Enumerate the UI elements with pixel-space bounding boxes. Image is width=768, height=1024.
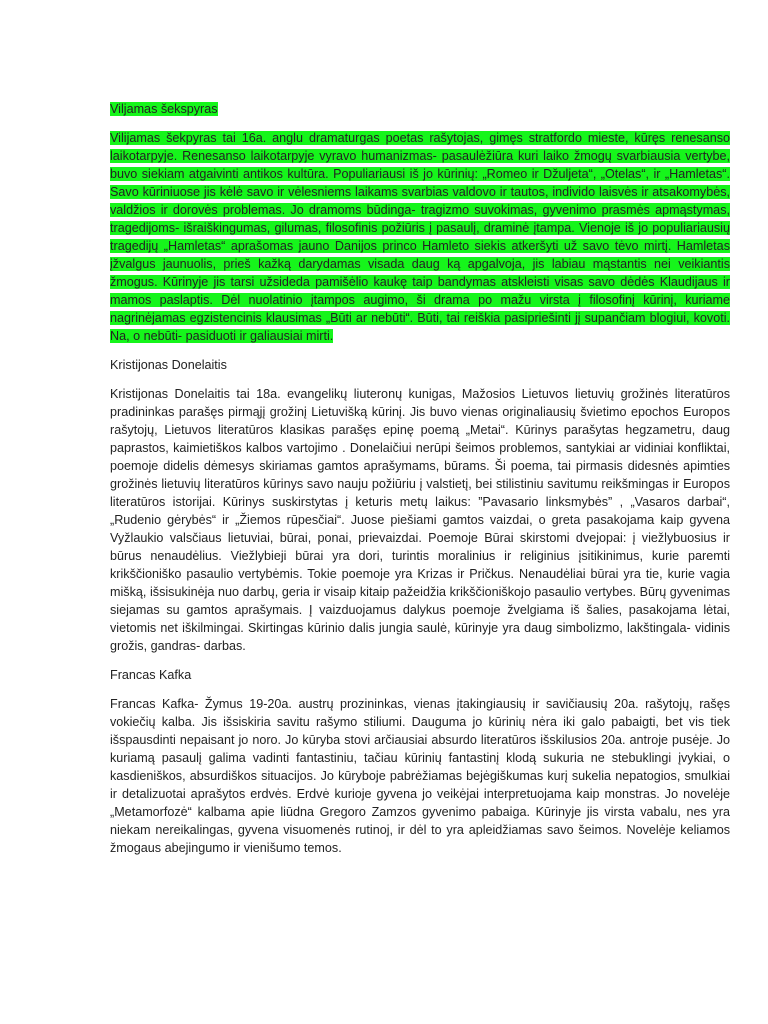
- section-title-donelaitis: Kristijonas Donelaitis: [110, 358, 227, 372]
- document-page: [110, 100, 730, 868]
- section-body-kafka: Francas Kafka- Žymus 19-20a. austrų prozininkas, vienas įtakingiausių ir savičiausių 20a. rašytojų, rašęs vokiečių kalba. Jis išsiskiria savitu rašymo stiliumi. Dauguma jo kūrinių nėra iki galo pabaigti, bet vis tiek išspausdinti nepaisant jo noro. Jo kūryba stovi arčiausiai absurdo literatūros išskilusios 20a. antroje pusėje. Jo kuriamą pasaulį galima vadinti fantastiniu, tačiau kūrinių fantastinį klodą sukuria ne stebuklingi įvykiai, o kasdieniškos, absurdiškos situacijos. Jo kūryboje pabrėžiamas bejėgiškumas kurį sukelia nepatogios, smulkiai ir detalizuotai aprašytos erdvės. Erdvė kurioje gyvena jo veikėjai interpretuojama kaip monstras. Jo novelėje „Metamorfozė“ kalbama apie liūdna Gregoro Zamzos gyvenimo pabaiga. Kūrinyje jis virsta vabalu, nes yra niekam nereikalingas, gyvena visuomenės rutinoj, ir dėl to yra apleidžiamas savo šeimos. Novelėje keliamos žmogaus abejingumo ir vienišumo temos.: [110, 697, 730, 855]
- section-title-shakespeare: Viljamas šekspyras: [110, 102, 218, 116]
- section-body-donelaitis: Kristijonas Donelaitis tai 18a. evangelikų liuteronų kunigas, Mažosios Lietuvos lietuvių grožinės literatūros pradininkas parašęs pirmąjį grožinį Lietuvišką kūrinį. Jis buvo vienas originaliausių švietimo epochos Europos rašytojų, Lietuvos literatūros klasikas parašęs epinę poemą „Metai“. Kūrinys parašytas hegzametru, daug paprastos, kaimietiškos kalbos vartojimo . Donelaičiui nerūpi šeimos problemos, santykiai ar vidiniai konfliktai, poemoje didelis dėmesys skiriamas gamtos aprašymams, būrams. Ši poema, tai pirmasis didesnės apimties grožinės lietuvių literatūros kūrinys savo nauju požiūriu į valstietį, bei stilistiniu savitumu reikšmingas ir Europos literatūros istorijai. Kūrinys suskirstytas į keturis metų laikus: ”Pavasario linksmybės” , „Vasaros darbai“, „Rudenio gėrybės“ ir „Žiemos rūpesčiai“. Juose piešiami gamtos vaizdai, o greta pasakojama kaip gyvena Vyžlaukio valsčiaus lietuviai, būrai, ponai, prievaizdai. Poemoje Būrai skirstomi dvejopai: į viežlybuosius ir būrus nenaudėlius. Viežlybieji būrai yra dori, turintis moralinius ir religinius įsitikinimus, kurie paremti krikščioniško pasaulio vertybėmis. Tokie poemoje yra Krizas ir Pričkus. Nenaudėliai būrai yra tie, kurie vagia mišką, išsisukinėja nuo darbų, geria ir visaip kitaip pažeidžia krikščioniškojo pasaulio vertybes. Būrų gyvenimas siejamas su gamtos aprašymais. Į vaizduojamus dalykus poemoje žvelgiama iš šalies, pasakojama lėtai, vietomis net iškilmingai. Skirtingas kūrinio dalis jungia saulė, kūrinyje yra daug simbolizmo, lakštingala- vidinis grožis, gandras- darbas.: [110, 387, 730, 653]
- section-title-kafka: Francas Kafka: [110, 668, 192, 682]
- section-body-shakespeare: Vilijamas šekpyras tai 16a. anglu dramaturgas poetas rašytojas, gimęs stratfordo mieste, kūręs renesanso laikotarpyje. Renesanso laikotarpyje vyravo humanizmas- pasaulėžiūra kuri laiko žmogų svarbiausia vertybe, buvo siekiam atgaivinti antikos kultūra. Populiariausi iš jo kūrinių: „Romeo ir Džuljeta“, „Otelas“, ir „Hamletas“. Savo kūriniuose jis kėlė savo ir vėlesniems laikams svarbias valdovo ir tautos, individo laisvės ir atsakomybės, valdžios ir dorovės problemas. Jo dramoms būdinga- tragizmo suvokimas, gyvenimo prasmės apmąstymas, tragedijoms- išraiškingumas, gilumas, filosofinis požiūris į pasaulį, draminė įtampa. Vienoje iš jo populiariausių tragedijų „Hamletas“ aprašomas jauno Danijos princo Hamleto siekis atkeršyti už savo tėvo mirtį. Hamletas įžvalgus jaunuolis, prieš kažką darydamas visada daug ką apgalvoja, jis labiau mąstantis nei veikiantis žmogus. Kūrinyje jis tarsi užsideda pamišėlio kaukę taip bandymas atskleisti visas savo dėdės Klaudijaus ir mamos paslaptis. Dėl nuolatinio įtampos augimo, ši drama po mažu virsta į filosofinį kūrinį, kuriame nagrinėjamas egzistencinis klausimas „Būti ar nebūti“. Būti, tai reiškia pasipriešinti jį supančiam blogiui, kovoti. Na, o nebūti- pasiduoti ir galiausiai mirti.: [110, 131, 730, 343]
